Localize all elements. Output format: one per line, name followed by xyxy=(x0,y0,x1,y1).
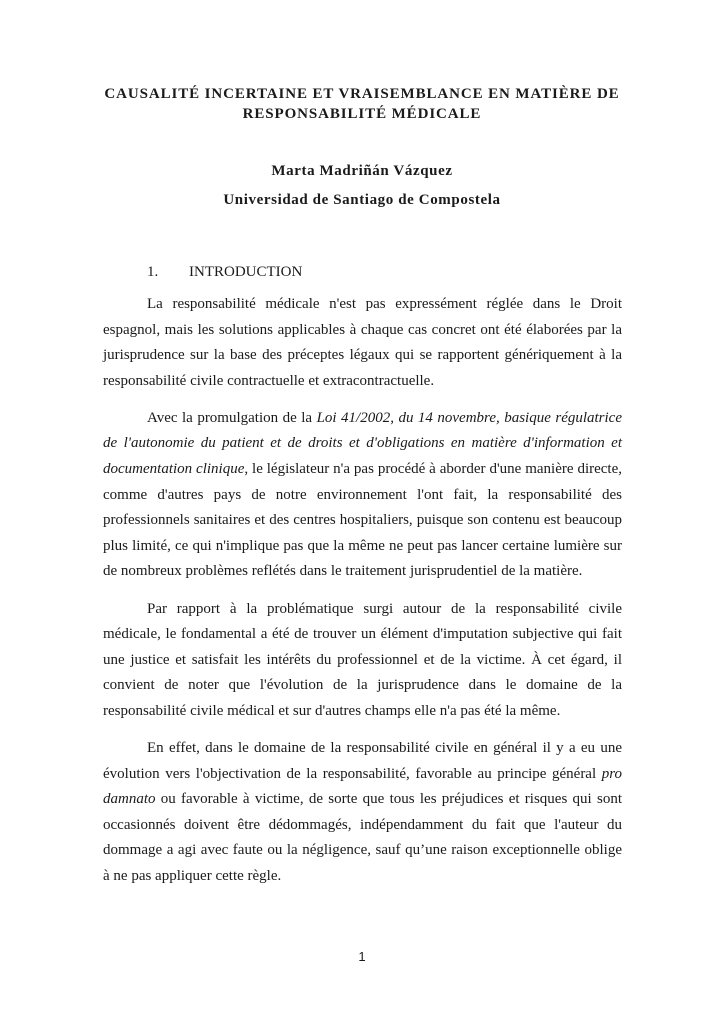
page-number: 1 xyxy=(358,949,366,964)
law-citation: Loi 41/2002, du 14 novembre, basique régulatrice de l'autonomie du patient et de droits et d'obligations en matière d'information et documentation clinique xyxy=(103,409,623,478)
paragraph-4-text-b: ou favorable à victime, de sorte que tous les préjudices et risques qui sont occasionnés doivent être dédommagés, indépendamment du fait que l'auteur du dommage a agi avec faute ou la négligence, sauf qu’une raison exceptionnelle oblige à ne pas appliquer cette règle. xyxy=(103,791,622,884)
title-line-2: RESPONSABILITÉ MÉDICALE xyxy=(242,106,482,122)
latin-term: pro damnato xyxy=(103,765,622,808)
paragraph-1 xyxy=(103,292,622,394)
paragraph-2-text-b: , le législateur n'a pas procédé à aborder d'une manière directe, comme d'autres pays de notre environnement l'ont fait, la responsabilité des professionnels sanitaires et des centres hospitaliers, puisque son contenu est beaucoup plus limité, ce qui n'implique pas que la même ne peut pas lancer certaine lumière sur de nombreux problèmes reflétés dans le traitement jurisprudentiel de la matière. xyxy=(103,461,622,580)
section-title: INTRODUCTION xyxy=(189,264,303,280)
title-line-1: CAUSALITÉ INCERTAINE ET VRAISEMBLANCE EN MATIÈRE DE xyxy=(104,86,620,102)
body-text xyxy=(103,292,622,901)
paragraph-4 xyxy=(103,736,622,890)
paragraph-2-text-a: Avec la promulgation de la xyxy=(147,409,317,426)
paragraph-1-text: La responsabilité médicale n'est pas expressément réglée dans le Droit espagnol, mais les solutions applicables à chaque cas concret ont été élaborées par la jurisprudence sur la base des préceptes légaux qui se rapportent génériquement à la responsabilité civile contractuelle et extracontractuelle. xyxy=(103,296,622,389)
section-number: 1. xyxy=(147,264,159,280)
document-title xyxy=(80,84,644,124)
paragraph-4-text-a: En effet, dans le domaine de la responsabilité civile en général il y a eu une évolution vers l'objectivation de la responsabilité, favorable au principe général xyxy=(103,740,622,782)
paragraph-2 xyxy=(103,406,622,585)
paragraph-3 xyxy=(103,597,622,725)
paragraph-3-text: Par rapport à la problématique surgi autour de la responsabilité civile médicale, le fondamental a été de trouver un élément d'imputation subjective qui fait une justice et satisfait les intérêts du professionnel et de la victime. À cet égard, il convient de noter que l'évolution de la jurisprudence dans le domaine de la responsabilité civile médical et sur d'autres champs elle n'a pas été la même. xyxy=(103,600,622,719)
author-affiliation: Universidad de Santiago de Compostela xyxy=(223,192,501,208)
section-heading xyxy=(147,264,302,281)
author-name: Marta Madriñán Vázquez xyxy=(271,163,453,179)
